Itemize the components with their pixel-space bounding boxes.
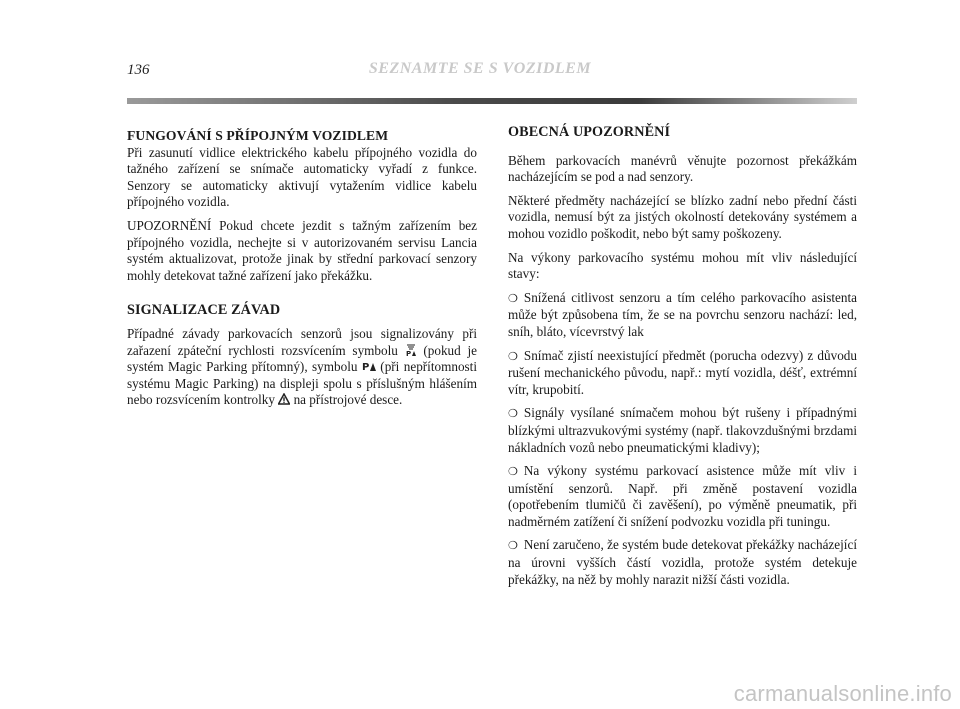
faults-text-d: na přístrojové desce. — [293, 392, 403, 408]
page-number: 136 — [127, 62, 150, 78]
paragraph-trailer-warning: UPOZORNĚNÍ Pokud chcete jezdit s tažným zařízením bez přípojného vozidla, nechejte si v autorizovaném servisu Lancia systém aktualizovat, protože jinak by střední parkovací senzory mohly detekovat tažné zařízení jako překážku. — [127, 217, 477, 283]
bullet-item — [508, 348, 857, 399]
paragraph-faults — [127, 326, 477, 409]
paragraph-general-1: Během parkovacích manévrů věnujte pozornost překážkám nacházejícím se pod a nad senzory. — [508, 152, 857, 185]
header-rule — [127, 98, 857, 104]
bullet-item — [508, 463, 857, 530]
bullet-text: Snížená citlivost senzoru a tím celého parkovacího asistenta může být způsobena tím, že se na povrchu senzoru nachází: led, sníh, bláto, vícevrstvý lak — [508, 289, 857, 339]
bullet-circle-icon: ❍ — [508, 465, 518, 479]
section-title-faults: SIGNALIZACE ZÁVAD — [127, 302, 281, 319]
warning-triangle-icon — [278, 393, 290, 405]
bullet-circle-icon: ❍ — [508, 349, 518, 363]
left-column — [127, 128, 477, 416]
svg-text:P: P — [405, 349, 411, 356]
faults-text-a: Případné závady parkovacích senzorů jsou signalizovány při zařazení zpáteční rychlosti rozsvícením symbolu — [127, 325, 477, 358]
bullet-text: Signály vysílané snímačem mohou být rušeny i případnými blízkými ultrazvukovými systémy (např. tlakovzdušnými brzdami nákladních vozů nebo pneumatickými kladivy); — [508, 405, 857, 455]
paragraph-trailer-1: Při zasunutí vidlice elektrického kabelu přípojného vozidla do tažného zařízení se snímače automaticky vyřadí z funkce. Senzory se automaticky aktivují vytažením vidlice kabelu přípojného vozidla. — [127, 144, 477, 210]
section-title-trailer: FUNGOVÁNÍ S PŘÍPOJNÝM VOZIDLEM — [127, 128, 389, 143]
svg-text:P: P — [361, 362, 370, 373]
bullet-item — [508, 290, 857, 341]
right-column — [508, 124, 857, 595]
bullet-circle-icon: ❍ — [508, 291, 518, 305]
parking-fault-icon — [362, 360, 376, 372]
paragraph-general-2: Některé předměty nacházející se blízko zadní nebo přední části vozidla, nemusí být za jistých okolností detekovány systémem a mohou vozidlo poškodit, nebo být samy poškozeny. — [508, 192, 857, 241]
bullet-circle-icon: ❍ — [508, 407, 518, 421]
bullet-text: Na výkony systému parkovací asistence může mít vliv i umístění senzorů. Např. při změně postavení vozidla (opotřebením tlumičů či zavěšení), po výměně pneumatik, při nadměrném zatížení či snížení podvozku vozidla při tuningu. — [508, 463, 857, 529]
faults-text-c: (při nepřítomnosti systému Magic Parking) na displeji spolu s příslušným hlášením nebo rozsvícením kontrolky — [127, 359, 478, 408]
bullet-item — [508, 537, 857, 588]
section-title-general-warnings: OBECNÁ UPOZORNĚNÍ — [508, 124, 671, 140]
bullet-text: Snímač zjistí neexistující předmět (porucha odezvy) z důvodu rušení mechanického původu, např.: mytí vozidla, déšť, extrémní vítr, krupobití. — [508, 347, 857, 397]
faults-text-b: (pokud je systém Magic Parking přítomný), symbolu — [127, 342, 478, 375]
bullet-circle-icon: ❍ — [508, 539, 518, 553]
paragraph-general-3: Na výkony parkovacího systému mohou mít vliv následující stavy: — [508, 249, 857, 282]
bullet-item — [508, 405, 857, 456]
running-title: SEZNAMTE SE S VOZIDLEM — [368, 60, 592, 77]
parking-sensor-warning-icon — [405, 344, 417, 356]
bullet-text: Není zaručeno, že systém bude detekovat překážky nacházející na úrovni vyšších částí vozidla, protože systém detekuje překážky, na něž by mohly narazit nižší části vozidla. — [508, 537, 857, 587]
watermark: carmanualsonline.info — [733, 681, 952, 706]
